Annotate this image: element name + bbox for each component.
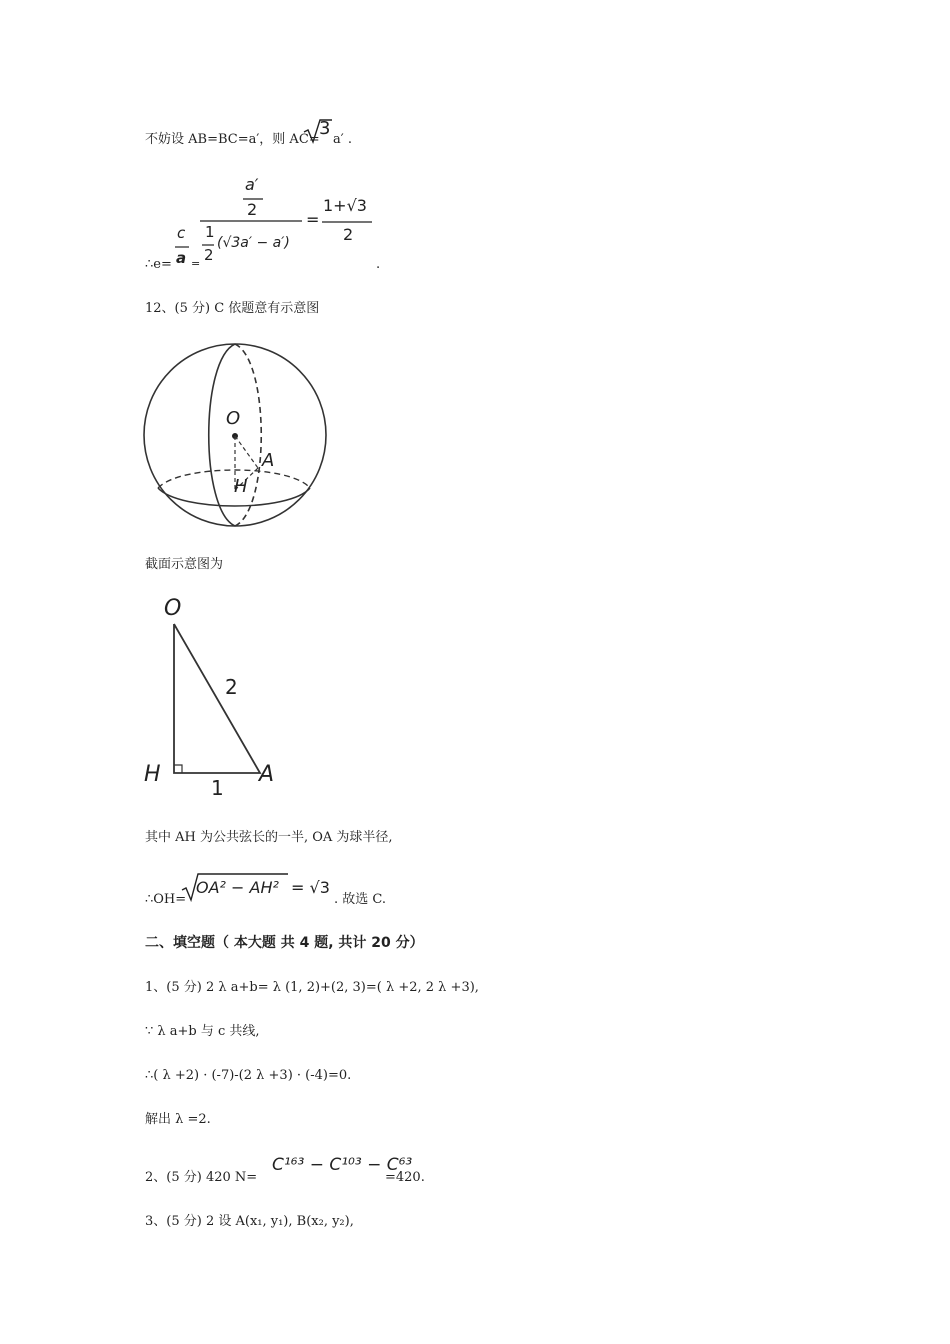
f1-line2: ∵ λ a+b 与 c 共线, [145,1024,260,1039]
ecc-end: . [376,257,381,272]
line1-radicand: 3 [319,118,331,139]
half-num: 1 [205,223,215,241]
oh-lead: ∴OH= [145,892,187,907]
oh-expr: OA² − AH² [196,878,279,897]
ecc-lead: ∴e= [145,257,172,272]
f2-expr: C¹⁶³ − C¹⁰³ − C⁶³ [272,1155,413,1175]
tri-label-o: O [164,596,182,621]
ecc-a: a [176,249,187,267]
line1-suffix: a′ . [333,132,352,147]
ecc-eq2: = [306,210,320,229]
section-caption: 截面示意图为 [145,557,224,572]
inner-den-expr: (√3a′ − a′) [217,235,290,251]
rhs-num: 1+√3 [323,196,367,215]
triangle-figure [160,610,300,810]
ecc-eq: = [191,257,201,270]
q12-text: 12、(5 分) C 依题意有示意图 [145,301,320,316]
section2-title: 二、填空题（ 本大题 共 4 题, 共计 20 分） [145,935,424,951]
f2-tail: =420. [385,1170,425,1185]
half-den: 2 [204,246,214,264]
main-fraction-bar [200,220,302,222]
ecc-c: c [177,224,186,242]
rhs-den: 2 [343,225,354,244]
f3-line: 3、(5 分) 2 设 A(x₁, y₁), B(x₂, y₂), [145,1214,354,1229]
oh-tail: . 故选 C. [334,892,387,907]
rhs-bar [322,221,372,223]
f1-line4: 解出 λ =2. [145,1112,211,1127]
inner-num-den: 2 [247,200,258,219]
sphere-figure [140,340,340,540]
ecc-ca-bar [175,246,189,248]
f2-lead: 2、(5 分) 420 N= [145,1170,258,1185]
tri-label-a: A [259,762,275,787]
f1-line1: 1、(5 分) 2 λ a+b= λ (1, 2)+(2, 3)=( λ +2, 2 λ +3), [145,980,479,995]
sphere-label-h: H [234,476,248,497]
note-ah-oa: 其中 AH 为公共弦长的一半, OA 为球半径, [145,830,393,845]
line1-prefix: 不妨设 AB=BC=a′，则 AC= [145,132,320,147]
sphere-label-a: A [262,450,275,471]
tri-label-h: H [144,762,161,787]
inner-num: a′ [245,175,259,194]
tri-label-base: 1 [211,776,224,800]
line-ac-setup [145,133,320,146]
oh-rhs: = √3 [291,878,330,897]
tri-label-hyp: 2 [225,675,238,699]
f1-line3: ∴( λ +2) · (-7)-(2 λ +3) · (-4)=0. [145,1068,352,1083]
sphere-label-o: O [226,408,241,429]
